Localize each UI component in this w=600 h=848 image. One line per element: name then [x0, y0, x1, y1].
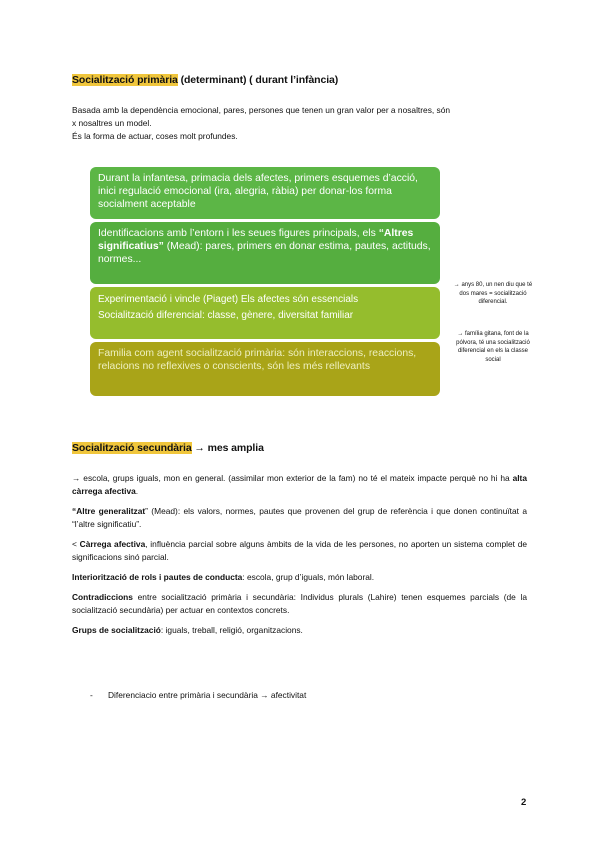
box-text-bold: “Altres significatius” [98, 228, 414, 252]
paragraph [72, 591, 527, 617]
text-bold: Grups de socialització [72, 625, 161, 635]
intro-line: És la forma de actuar, coses molt profundes. [72, 131, 238, 141]
primary-heading [72, 74, 338, 86]
primary-intro [72, 104, 532, 143]
page-number: 2 [521, 797, 527, 808]
text: , influència parcial sobre alguns àmbits de la vida de les persones, no aporten un sistema complet de significacions sinó parcial. [72, 539, 528, 562]
box-text: Experimentació i vincle (Piaget) Els afectes són essencials [98, 294, 359, 305]
diagram-box-infancy [90, 167, 440, 219]
box-text: Durant la infantesa, primacia dels afectes, primers esquemes d’acció, inici regulació emocional (ira, alegria, ràbia) per donar-los forma socialment aceptable [98, 173, 418, 210]
text: : escola, grup d’iguals, món laboral. [242, 572, 375, 582]
paragraph [72, 505, 527, 531]
bullet-dash: - [90, 690, 93, 700]
secondary-heading [72, 442, 264, 454]
bullet-text: Diferenciacio entre primària i secundària → afectivitat [108, 690, 307, 700]
paragraph [72, 538, 527, 564]
diagram-box-experimentation [90, 287, 440, 339]
text: < [72, 539, 80, 549]
text-bold: alta càrrega afectiva [72, 473, 527, 496]
text: entre socialització primària i secundària: Individus plurals (Lahire) tenen esquemes parcials (de la socialització secundària) per actuar en contextos concrets. [72, 592, 527, 615]
secondary-heading-highlight: Socialització secundària [72, 442, 192, 454]
side-note-2: → família gitana, font de la pólvora, té una socialització diferencial en els la classe social [456, 331, 530, 363]
text-bold: “Altre generalitzat [72, 506, 146, 516]
paragraph [72, 624, 527, 637]
paragraph [72, 571, 527, 584]
text: → escola, grups iguals, mon en general. (assimilar mon exterior de la fam) no té el mateix impacte perquè no hi ha [72, 473, 513, 483]
box-text: Socialització diferencial: classe, gènere, diversitat familiar [98, 310, 354, 321]
text-bold: Interiorització de rols i pautes de conducta [72, 572, 243, 582]
primary-heading-highlight: Socialització primària [72, 74, 178, 86]
text: : iguals, treball, religió, organitzacions. [160, 625, 303, 635]
text: . [135, 486, 139, 496]
secondary-body [72, 472, 527, 637]
intro-line: x nosaltres un model. [72, 118, 152, 128]
side-note-1: → anys 80, un nen diu que té dos mares = socialització diferencial. [453, 282, 533, 305]
text-bold: Contradiccions [72, 592, 133, 602]
box-text: (Mead): pares, primers en donar estima, pautes, actituds, normes... [98, 241, 431, 265]
secondary-heading-rest: → mes amplia [191, 442, 264, 454]
box-text: Familia com agent socialització primària: són interaccions, reaccions, relacions no reflexives o conscients, són les més rellevants [98, 348, 417, 372]
box-text: Identificacions amb l’entorn i les seues figures principals, els [98, 228, 379, 239]
intro-line: Basada amb la dependència emocional, pares, persones que tenen un gran valor per a nosaltres, són [72, 105, 451, 115]
paragraph [72, 472, 527, 498]
primary-heading-rest: (determinant) ( durant l’infància) [177, 74, 339, 86]
text-bold: Càrrega afectiva [79, 539, 146, 549]
text: ” (Mead): els valors, normes, pautes que provenen del grup de referència i que donen continuïtat a “l’altre significatiu”. [72, 506, 528, 529]
diagram-box-identifications [90, 222, 440, 284]
diagram-box-family [90, 342, 440, 396]
